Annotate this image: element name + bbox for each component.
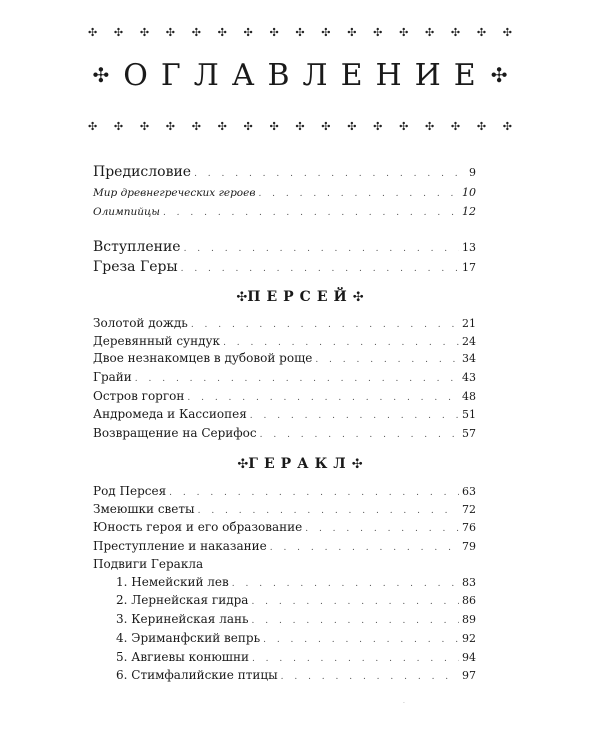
ornament-icon: ✣ bbox=[243, 26, 253, 39]
toc-entry[interactable] bbox=[93, 426, 476, 440]
dot-leader bbox=[223, 338, 459, 348]
toc-entry-page: 12 bbox=[462, 205, 476, 218]
toc-entry-page: 10 bbox=[462, 186, 476, 199]
dot-leader bbox=[252, 616, 460, 626]
toc-entry-labor[interactable] bbox=[116, 593, 476, 607]
ornament-icon: ✣ bbox=[113, 26, 124, 39]
ornament-icon: ✣ bbox=[113, 120, 124, 133]
dot-leader bbox=[184, 244, 459, 254]
toc-entry-page: 83 bbox=[462, 576, 476, 589]
toc-entry-label: Предисловие bbox=[93, 164, 192, 180]
ornament-icon: ✣ bbox=[217, 120, 227, 133]
ornament-icon: ✣ bbox=[243, 120, 253, 133]
toc-entry[interactable] bbox=[93, 370, 476, 384]
ornament-icon: ✣ bbox=[321, 120, 331, 133]
ornament-icon: ✣ bbox=[352, 290, 364, 305]
toc-entry-label: Преступление и наказание bbox=[93, 539, 267, 553]
toc-entry-page: 13 bbox=[462, 241, 476, 254]
ornament-icon: ✣ bbox=[450, 120, 461, 133]
toc-entry[interactable] bbox=[93, 316, 476, 330]
ornament-icon: ✣ bbox=[139, 120, 150, 133]
print-mark: · bbox=[403, 700, 405, 707]
ornament-icon: ✣ bbox=[236, 290, 248, 305]
toc-entry-label: Вступление bbox=[93, 239, 181, 255]
toc-entry-page: 89 bbox=[462, 613, 476, 626]
toc-entry-page: 86 bbox=[462, 594, 476, 607]
ornament-icon: ✣ bbox=[476, 120, 487, 133]
ornament-icon: ✣ bbox=[373, 120, 383, 133]
toc-entry-page: 79 bbox=[462, 540, 476, 553]
toc-entry-page: 48 bbox=[462, 390, 476, 403]
toc-entry-labor[interactable] bbox=[116, 612, 476, 626]
dot-leader bbox=[258, 189, 459, 199]
toc-entry-introduction[interactable] bbox=[93, 239, 476, 255]
ornament-icon: ✣ bbox=[476, 26, 487, 39]
toc-entry-preface[interactable] bbox=[93, 164, 476, 180]
toc-entry-labor[interactable] bbox=[116, 650, 476, 664]
ornament-icon: ✣ bbox=[399, 26, 409, 39]
ornament-icon: ✣ bbox=[165, 26, 175, 39]
ornament-icon: ✣ bbox=[165, 120, 175, 133]
toc-entry-label: Возвращение на Серифос bbox=[93, 426, 257, 440]
dot-leader bbox=[163, 208, 459, 218]
dot-leader bbox=[194, 169, 466, 179]
ornament-icon: ✣ bbox=[237, 457, 249, 472]
section-title: ПЕРСЕЙ bbox=[247, 289, 353, 305]
toc-subheading-label: Подвиги Геракла bbox=[93, 557, 204, 571]
dot-leader bbox=[135, 374, 459, 384]
ornament-icon: ✣ bbox=[502, 26, 512, 39]
dot-leader bbox=[191, 320, 459, 330]
dot-leader bbox=[305, 524, 459, 534]
toc-entry[interactable] bbox=[93, 351, 476, 365]
ornament-icon: ✣ bbox=[490, 63, 508, 87]
toc-entry-label: Олимпийцы bbox=[93, 206, 160, 218]
toc-entry-label: 3. Керинейская лань bbox=[116, 612, 249, 626]
toc-entry-label: Остров горгон bbox=[93, 389, 185, 403]
dot-leader bbox=[187, 393, 459, 403]
toc-entry-page: 9 bbox=[469, 166, 476, 179]
toc-entry-label: Греза Геры bbox=[93, 259, 178, 275]
toc-entry-label: Андромеда и Кассиопея bbox=[93, 407, 247, 421]
ornament-icon: ✣ bbox=[88, 26, 98, 39]
toc-entry-hera-dream[interactable] bbox=[93, 259, 476, 275]
section-heading-heracles bbox=[0, 456, 600, 472]
ornament-icon: ✣ bbox=[373, 26, 383, 39]
toc-entry-page: 94 bbox=[462, 651, 476, 664]
dot-leader bbox=[281, 672, 459, 682]
dot-leader bbox=[169, 488, 459, 498]
ornament-icon: ✣ bbox=[347, 26, 357, 39]
toc-entry-page: 43 bbox=[462, 371, 476, 384]
dot-leader bbox=[232, 579, 459, 589]
ornament-icon: ✣ bbox=[295, 120, 305, 133]
ornament-icon: ✣ bbox=[351, 457, 363, 472]
dot-leader bbox=[251, 597, 459, 607]
toc-entry-label: Род Персея bbox=[93, 484, 167, 498]
toc-entry-page: 21 bbox=[462, 317, 476, 330]
ornament-icon: ✣ bbox=[450, 26, 461, 39]
toc-entry[interactable] bbox=[93, 389, 476, 403]
ornament-row-top bbox=[88, 27, 512, 38]
toc-entry-page: 57 bbox=[462, 427, 476, 440]
toc-entry[interactable] bbox=[93, 407, 476, 421]
ornament-icon: ✣ bbox=[424, 120, 435, 133]
dot-leader bbox=[263, 635, 459, 645]
toc-entry-page: 76 bbox=[462, 521, 476, 534]
toc-entry-label: Змеюшки светы bbox=[93, 502, 195, 516]
toc-entry-label: 4. Эриманфский вепрь bbox=[116, 631, 261, 645]
ornament-icon: ✣ bbox=[321, 26, 331, 39]
ornament-icon: ✣ bbox=[191, 120, 201, 133]
toc-subheading-labors bbox=[93, 557, 476, 571]
dot-leader bbox=[252, 654, 459, 664]
toc-entry-labor[interactable] bbox=[116, 575, 476, 589]
toc-entry-label: Грайи bbox=[93, 370, 132, 384]
ornament-icon: ✣ bbox=[347, 120, 357, 133]
ornament-icon: ✣ bbox=[88, 120, 98, 133]
page-title-block bbox=[0, 58, 600, 93]
ornament-icon: ✣ bbox=[92, 63, 110, 87]
section-title: ГЕРАКЛ bbox=[248, 456, 352, 472]
toc-entry-labor[interactable] bbox=[116, 631, 476, 645]
ornament-row-bottom bbox=[88, 121, 512, 132]
toc-entry[interactable] bbox=[93, 539, 476, 553]
toc-entry-label: 2. Лернейская гидра bbox=[116, 593, 249, 607]
toc-entry[interactable] bbox=[93, 484, 476, 498]
dot-leader bbox=[260, 430, 459, 440]
ornament-icon: ✣ bbox=[269, 26, 279, 39]
toc-entry-label: Двое незнакомцев в дубовой роще bbox=[93, 351, 313, 365]
toc-entry-label: 1. Немейский лев bbox=[116, 575, 229, 589]
toc-entry-page: 34 bbox=[462, 352, 476, 365]
ornament-icon: ✣ bbox=[502, 120, 512, 133]
ornament-icon: ✣ bbox=[295, 26, 305, 39]
ornament-icon: ✣ bbox=[217, 26, 227, 39]
ornament-icon: ✣ bbox=[191, 26, 201, 39]
toc-entry-page: 92 bbox=[462, 632, 476, 645]
ornament-icon: ✣ bbox=[139, 26, 150, 39]
toc-entry-heroes-world[interactable] bbox=[93, 186, 476, 199]
toc-entry-page: 17 bbox=[462, 261, 476, 274]
toc-entry-olympians[interactable] bbox=[93, 205, 476, 218]
toc-entry-label: Золотой дождь bbox=[93, 316, 188, 330]
page-title: ОГЛАВЛЕНИЕ bbox=[123, 58, 489, 93]
toc-entry-label: Деревянный сундук bbox=[93, 334, 221, 348]
toc-entry-page: 72 bbox=[462, 503, 476, 516]
ornament-icon: ✣ bbox=[399, 120, 409, 133]
toc-entry-page: 24 bbox=[462, 335, 476, 348]
toc-entry-page: 51 bbox=[462, 408, 476, 421]
toc-entry-label: 5. Авгиевы конюшни bbox=[116, 650, 249, 664]
dot-leader bbox=[270, 543, 459, 553]
toc-entry-label: Мир древнегреческих героев bbox=[93, 187, 256, 199]
dot-leader bbox=[198, 506, 459, 516]
toc-entry-page: 63 bbox=[462, 485, 476, 498]
toc-entry-page: 97 bbox=[462, 669, 476, 682]
toc-entry-labor[interactable] bbox=[116, 668, 476, 682]
dot-leader bbox=[315, 355, 459, 365]
toc-entry[interactable] bbox=[93, 502, 476, 516]
ornament-icon: ✣ bbox=[424, 26, 435, 39]
section-heading-perseus bbox=[0, 289, 600, 305]
toc-entry-label: 6. Стимфалийские птицы bbox=[116, 668, 278, 682]
dot-leader bbox=[250, 411, 459, 421]
toc-entry-label: Юность героя и его образование bbox=[93, 520, 303, 534]
ornament-icon: ✣ bbox=[269, 120, 279, 133]
dot-leader bbox=[181, 264, 459, 274]
toc-entry[interactable] bbox=[93, 334, 476, 348]
toc-entry[interactable] bbox=[93, 520, 476, 534]
